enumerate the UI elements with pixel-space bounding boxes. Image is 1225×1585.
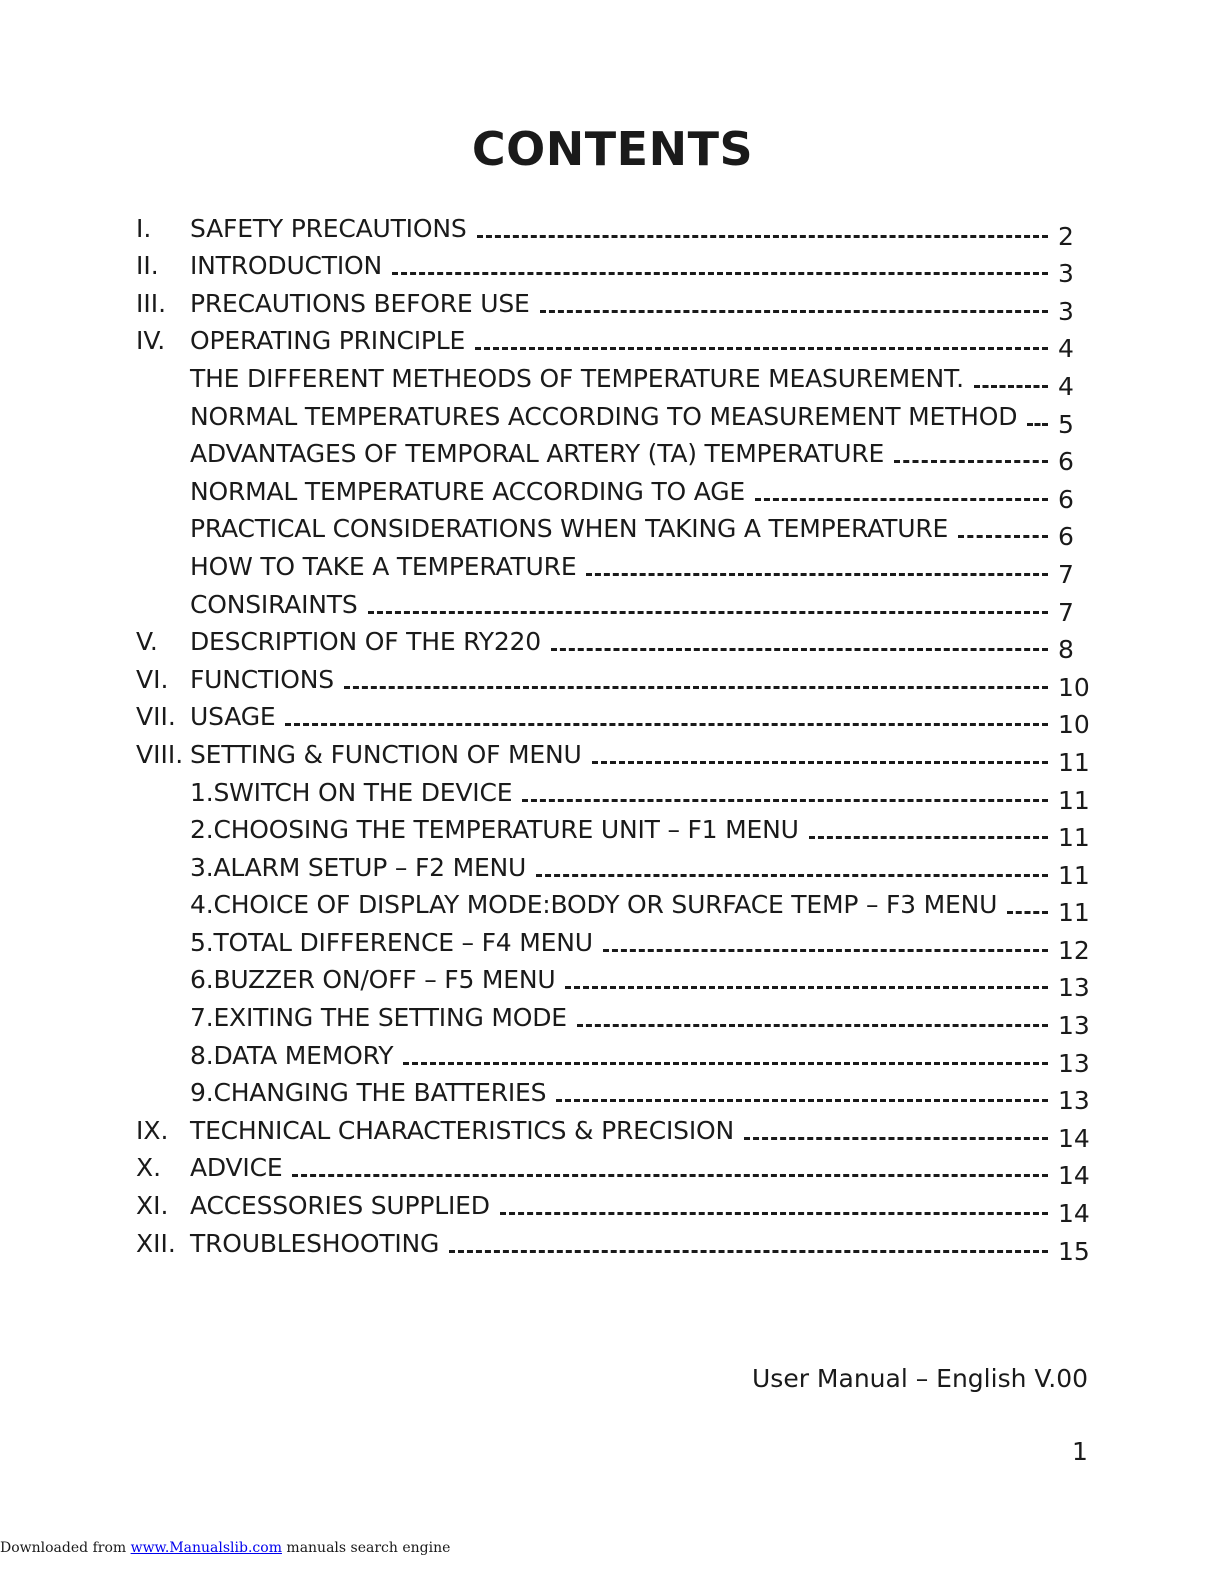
- toc-entry[interactable]: [136, 546, 1096, 589]
- toc-entry[interactable]: [136, 358, 1096, 401]
- toc-entry-label: TROUBLESHOOTING: [190, 1228, 440, 1258]
- page-title: CONTENTS: [471, 122, 754, 176]
- dotted-leader: [755, 498, 1048, 501]
- dotted-leader: [565, 986, 1048, 989]
- toc-entry-label: PRECAUTIONS BEFORE USE: [190, 288, 530, 318]
- toc-entry-label: 6.BUZZER ON/OFF – F5 MENU: [190, 965, 556, 995]
- toc-entry[interactable]: [136, 1185, 1096, 1229]
- dotted-leader: [577, 1024, 1048, 1027]
- toc-entry-page: 2: [1058, 221, 1074, 251]
- toc-entry-number: IX.: [136, 1115, 169, 1145]
- dotted-leader: [551, 648, 1048, 651]
- toc-entry-number: XII.: [136, 1228, 176, 1258]
- toc-entry-page: 6: [1058, 447, 1074, 477]
- dotted-leader: [500, 1212, 1048, 1215]
- toc-entry-label: SAFETY PRECAUTIONS: [190, 213, 467, 243]
- toc-entry-page: 15: [1058, 1236, 1090, 1266]
- dotted-leader: [592, 761, 1048, 764]
- download-source-line: [0, 1540, 450, 1556]
- toc-entry-label: 8.DATA MEMORY: [190, 1040, 394, 1070]
- toc-entry-label: PRACTICAL CONSIDERATIONS WHEN TAKING A TEMPERATURE: [190, 514, 949, 544]
- toc-entry-label: SETTING & FUNCTION OF MENU: [190, 739, 582, 769]
- toc-entry-page: 3: [1058, 296, 1074, 326]
- toc-entry[interactable]: [136, 734, 1096, 777]
- toc-entry-page: 14: [1058, 1161, 1090, 1191]
- toc-entry-label: ADVANTAGES OF TEMPORAL ARTERY (TA) TEMPERATURE: [190, 439, 885, 469]
- toc-entry[interactable]: [136, 1073, 1096, 1116]
- toc-entry-label: 1.SWITCH ON THE DEVICE: [190, 777, 513, 807]
- toc-entry-label: TECHNICAL CHARACTERISTICS & PRECISION: [190, 1115, 734, 1145]
- toc-entry[interactable]: [136, 697, 1096, 740]
- dotted-leader: [522, 799, 1048, 802]
- manual-version-label: User Manual – English V.00: [752, 1364, 1089, 1393]
- toc-entry-number: I.: [136, 213, 152, 243]
- toc-entry[interactable]: [136, 1223, 1096, 1266]
- toc-entry[interactable]: [136, 434, 1096, 477]
- dotted-leader: [344, 686, 1048, 689]
- toc-entry-label: ADVICE: [190, 1153, 283, 1183]
- dotted-leader: [586, 573, 1048, 576]
- toc-entry-label: INTRODUCTION: [190, 251, 383, 281]
- toc-entry-label: CONSIRAINTS: [190, 589, 358, 619]
- toc-entry-label: FUNCTIONS: [190, 664, 334, 694]
- toc-entry-label: HOW TO TAKE A TEMPERATURE: [190, 551, 577, 581]
- toc-entry-page: 3: [1058, 259, 1074, 289]
- page-number: 1: [1072, 1437, 1088, 1466]
- toc-entry-page: 11: [1058, 898, 1090, 928]
- toc-entry-page: 14: [1058, 1123, 1090, 1153]
- toc-entry-page: 13: [1058, 1011, 1090, 1041]
- toc-entry-page: 4: [1058, 371, 1074, 401]
- toc-entry-page: 4: [1058, 334, 1074, 364]
- toc-entry-number: V.: [136, 627, 158, 657]
- toc-entry-label: DESCRIPTION OF THE RY220: [190, 627, 541, 657]
- toc-entry-label: 3.ALARM SETUP – F2 MENU: [190, 852, 527, 882]
- toc-entry-page: 7: [1058, 597, 1074, 627]
- toc-entry-number: VII.: [136, 702, 176, 732]
- dotted-leader: [292, 1174, 1048, 1177]
- dotted-leader: [403, 1062, 1048, 1065]
- toc-entry-label: 9.CHANGING THE BATTERIES: [190, 1078, 547, 1108]
- toc-entry-page: 11: [1058, 823, 1090, 853]
- dotted-leader: [392, 272, 1048, 275]
- dotted-leader: [556, 1099, 1048, 1102]
- toc-entry-page: 7: [1058, 559, 1074, 589]
- toc-entry-number: VIII.: [136, 739, 184, 769]
- toc-entry-page: 12: [1058, 935, 1090, 965]
- toc-entry-page: 13: [1058, 1086, 1090, 1116]
- toc-entry-label: 2.CHOOSING THE TEMPERATURE UNIT – F1 MENU: [190, 815, 799, 845]
- toc-entry[interactable]: [136, 659, 1096, 702]
- toc-entry[interactable]: [136, 810, 1096, 853]
- source-suffix: manuals search engine: [281, 1540, 451, 1556]
- toc-entry[interactable]: [136, 922, 1096, 965]
- toc-entry-page: 6: [1058, 484, 1074, 514]
- toc-entry[interactable]: [136, 622, 1096, 665]
- toc-entry-page: 14: [1058, 1199, 1090, 1229]
- manualslib-link[interactable]: www.Manualslib.com: [130, 1540, 282, 1556]
- toc-entry-page: 13: [1058, 973, 1090, 1003]
- dotted-leader: [894, 460, 1048, 463]
- dotted-leader: [603, 949, 1048, 952]
- toc-entry-page: 11: [1058, 860, 1090, 890]
- toc-entry[interactable]: [136, 1110, 1096, 1153]
- dotted-leader: [477, 235, 1049, 238]
- toc-entry[interactable]: [136, 509, 1096, 552]
- toc-entry[interactable]: [136, 885, 1096, 928]
- toc-entry-page: 8: [1058, 635, 1074, 665]
- toc-entry-label: NORMAL TEMPERATURE ACCORDING TO AGE: [190, 476, 745, 506]
- toc-entry-page: 13: [1058, 1048, 1090, 1078]
- toc-entry[interactable]: [136, 208, 1096, 251]
- toc-entry-number: II.: [136, 251, 159, 281]
- dotted-leader: [449, 1250, 1048, 1253]
- dotted-leader: [809, 836, 1048, 839]
- toc-entry-page: 10: [1058, 710, 1090, 740]
- table-of-contents: [136, 208, 1096, 1266]
- toc-entry-number: XI.: [136, 1191, 169, 1221]
- dotted-leader: [285, 723, 1048, 726]
- dotted-leader: [744, 1137, 1048, 1140]
- toc-entry-label: 7.EXITING THE SETTING MODE: [190, 1003, 567, 1033]
- toc-entry-label: USAGE: [190, 702, 276, 732]
- toc-entry[interactable]: [136, 1035, 1096, 1078]
- toc-entry[interactable]: [136, 584, 1096, 627]
- toc-entry-number: IV.: [136, 326, 166, 356]
- dotted-leader: [958, 535, 1048, 538]
- dotted-leader: [974, 385, 1048, 388]
- toc-entry-page: 6: [1058, 522, 1074, 552]
- toc-entry-number: X.: [136, 1153, 162, 1183]
- toc-entry-page: 11: [1058, 785, 1090, 815]
- toc-entry-page: 11: [1058, 747, 1090, 777]
- toc-entry-label: THE DIFFERENT METHEODS OF TEMPERATURE MEASUREMENT.: [190, 363, 964, 393]
- dotted-leader: [1007, 911, 1048, 914]
- toc-entry-number: VI.: [136, 664, 169, 694]
- dotted-leader: [540, 310, 1048, 313]
- toc-entry-page: 5: [1058, 409, 1074, 439]
- source-prefix: Downloaded from: [0, 1540, 131, 1556]
- toc-entry-label: 5.TOTAL DIFFERENCE – F4 MENU: [190, 927, 593, 957]
- toc-entry[interactable]: [136, 246, 1096, 289]
- dotted-leader: [536, 874, 1048, 877]
- toc-entry[interactable]: [136, 1148, 1096, 1191]
- dotted-leader: [1027, 423, 1048, 426]
- toc-entry[interactable]: [136, 471, 1096, 514]
- toc-entry-page: 10: [1058, 672, 1090, 702]
- toc-entry[interactable]: [136, 960, 1096, 1003]
- toc-entry[interactable]: [136, 321, 1096, 364]
- dotted-leader: [475, 347, 1048, 350]
- toc-entry-number: III.: [136, 288, 167, 318]
- toc-entry-label: OPERATING PRINCIPLE: [190, 326, 466, 356]
- toc-entry[interactable]: [136, 283, 1096, 326]
- toc-entry-label: 4.CHOICE OF DISPLAY MODE:BODY OR SURFACE TEMP – F3 MENU: [190, 890, 998, 920]
- toc-entry[interactable]: [136, 396, 1096, 439]
- toc-entry-label: ACCESSORIES SUPPLIED: [190, 1191, 490, 1221]
- toc-entry[interactable]: [136, 847, 1096, 890]
- toc-entry[interactable]: [136, 997, 1096, 1041]
- dotted-leader: [368, 611, 1048, 614]
- toc-entry[interactable]: [136, 772, 1096, 815]
- toc-entry-label: NORMAL TEMPERATURES ACCORDING TO MEASUREMENT METHOD: [190, 401, 1018, 431]
